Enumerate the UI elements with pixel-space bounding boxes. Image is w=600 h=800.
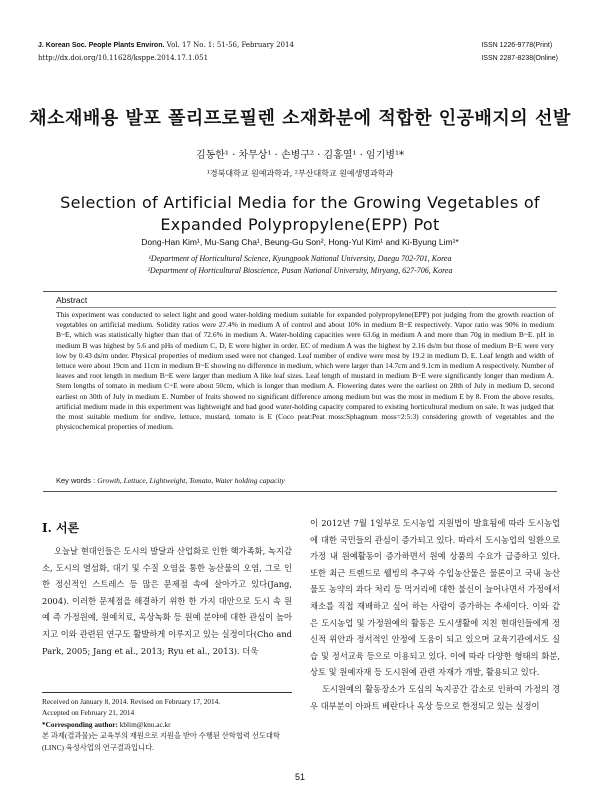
page-number: 51 <box>294 772 305 782</box>
received-date: Received on January 8, 2014. Revised on February 17, 2014. <box>42 697 221 706</box>
english-authors: Dong-Han Kim¹, Mu-Sang Cha¹, Beung-Gu Son², Hong-Yul Kim¹ and Ki-Byung Lim¹* <box>141 237 459 247</box>
journal-header <box>38 39 294 65</box>
korean-affiliation: ¹경북대학교 원예과학과, ²부산대학교 원예생명과학과 <box>206 169 394 178</box>
abstract-divider <box>56 307 556 308</box>
abstract-heading: Abstract <box>56 295 88 305</box>
korean-title: 채소재배용 발포 폴리프로필렌 소재화분에 적합한 인공배지의 선발 <box>29 108 571 129</box>
funding-note: 본 과제(결과물)는 교육부의 재원으로 지원을 받아 수행된 산학협력 선도대학(LINC) 육성사업의 연구결과입니다. <box>42 731 280 752</box>
journal-citation <box>38 39 294 52</box>
intro-paragraph-2: 도시원예의 활동장소가 도심의 녹지공간 감소로 인하여 가정의 경우 대부분이 아파트 베란다나 옥상 등으로 한정되고 있는 실정이 <box>310 683 560 711</box>
intro-paragraph-continued: 이 2012년 7월 1일부로 도시농업 지원법이 발효됨에 따라 도시농업에 대한 국민들의 관심이 증가되고 있다. 따라서 도시농업의 일환으로 가정 내 원예활동이 증가하면서 원예 상품의 수요가 급증하고 있다. 또한 최근 트렌드로 웰빙의 추구와 수입농산물은 물론이고 국내 농산물도 농약의 과다 처리 등 먹거리에 대한 불신이 늘어나면서 가정에서 채소를 직접 재배하고 싶어 하는 사람이 증가하는 추세이다. 이와 같은 도시농업 및 가정원예의 활동은 도시생활에 지친 현대인들에게 정신적 위안과 정서적인 안정에 도움이 되고 있으며 교육기관에서도 실습 및 정서교육 등으로 이용되고 있다. 이에 따라 다양한 형태의 화분, 상토 및 원예자재 등 도시원예 관련 자재가 개발, 활용되고 있다. <box>310 518 560 678</box>
english-title <box>0 192 600 236</box>
english-title-line2: Expanded Polypropylene(EPP) Pot <box>160 215 440 234</box>
issn-online: ISSN 2287-8238(Online) <box>481 55 558 62</box>
corresponding-label: *Corresponding author: <box>42 719 120 729</box>
volume-info: Vol. 17 No. 1: 51-56, February 2014 <box>164 41 294 49</box>
english-title-line1: Selection of Artificial Media for the Growing Vegetables of <box>60 193 540 212</box>
footnote-divider <box>42 692 292 693</box>
english-affiliations <box>0 253 600 277</box>
journal-name: J. Korean Soc. People Plants Environ. <box>38 42 165 49</box>
keywords-values: Growth, Lettuce, Lightweight, Tomato, Water holding capacity <box>97 476 285 485</box>
intro-paragraph: 오늘날 현대인들은 도시의 발달과 산업화로 인한 핵가족화, 녹지감소, 도시의 열섬화, 대기 및 수질 오염을 통한 농산물의 오염, 그로 인한 정신적인 스트레스 등 많은 문제점 속에 살아가고 있다(Jang, 2004). 이러한 문제점을 해결하기 위한 한 가지 대안으로 도시 속 원예 즉 가정원예, 원예치료, 옥상녹화 등 원예 분야에 대한 관심이 높아지고 이와 관련된 연구도 활발하게 이루지고 있는 실정이다(Cho and Park, 2005; Jang et al., 2013; Ryu et al., 2013). 더욱 <box>42 546 292 656</box>
footnote-block <box>42 696 292 753</box>
doi-link[interactable]: http://dx.doi.org/10.11628/ksppe.2014.17.1.051 <box>38 54 209 62</box>
section-heading-introduction: Ⅰ. 서론 <box>42 521 80 535</box>
corresponding-email[interactable]: kblim@knu.ac.kr <box>119 719 171 729</box>
keywords-label: Key words : <box>56 476 98 485</box>
issn-print: ISSN 1226-9778(Print) <box>481 42 553 49</box>
affiliation-2: ²Department of Horticultural Bioscience, Pusan National University, Miryang, 627-706, Korea <box>147 266 453 275</box>
keywords-line <box>56 476 285 485</box>
issn-block <box>481 39 558 65</box>
intro-left-column <box>42 543 292 659</box>
corresponding-author <box>42 719 292 730</box>
accepted-date: Accepted on February 21, 2014 <box>42 708 135 718</box>
abstract-text: This experiment was conducted to select light and good water-holding medium suitable for expanded polypropylene(EPP) pot judging from the growth reaction of vegetables on artificial medium. Solidity ratios were 27.4% in medium A of control and about 10% in medium B~E respectively. Vapor ratio was 90% in medium B~E, which was statistically higher than that of 72.6% in medium A. Water-holding capacities were 63.6g in medium A and more than 70g in medium B~E. pH in medium B was highest by 5.6 and pHs of medium C, D, E were higher in order. EC of medium A was the highest by 2.16 ds/m but those of medium B~E were very low by 0.43 ds/m under. Physical properties of medium used were not changed. Leaf number of endive were most by 19.2 in medium D, E. Leaf length and width of lettuce were about 19cm and 11cm in medium B~E showing no difference in medium, which were larger than 14.7cm and 9.1cm in medium A respectively. Number of leaves and root length in medium B~E were larger than medium A like leaf sizes. Leaf length of mustard in medium B~E were significantly longer than medium A. Stem lengths of tomato in medium C~E were about 50cm, which is longer than medium A. Flowering dates were the earliest on 28th of July in medium D, second earliest on 30th of July in medium E. Number of fruits showed no significant difference among medium but was the most in medium E by 8. From the above results, artificial medium made in this experiment was lightweight and had good water-holding capacity compared to existing horticultural medium on sale. It was judged that the most suitable medium for endive, lettuce, mustard, tomato is E (Coco peat:Peat moss:Sphagnum moss=2:5:3) considering growth of vegetables and the physicochemical properties of medium. <box>56 310 554 432</box>
affiliation-1: ¹Department of Horticultural Science, Kyungpook National University, Daegu 702-701, Korea <box>148 254 452 263</box>
korean-authors: 김동한¹ · 차무상¹ · 손병구² · 김홍열¹ · 임기병¹* <box>195 150 405 161</box>
intro-right-column <box>310 515 560 714</box>
